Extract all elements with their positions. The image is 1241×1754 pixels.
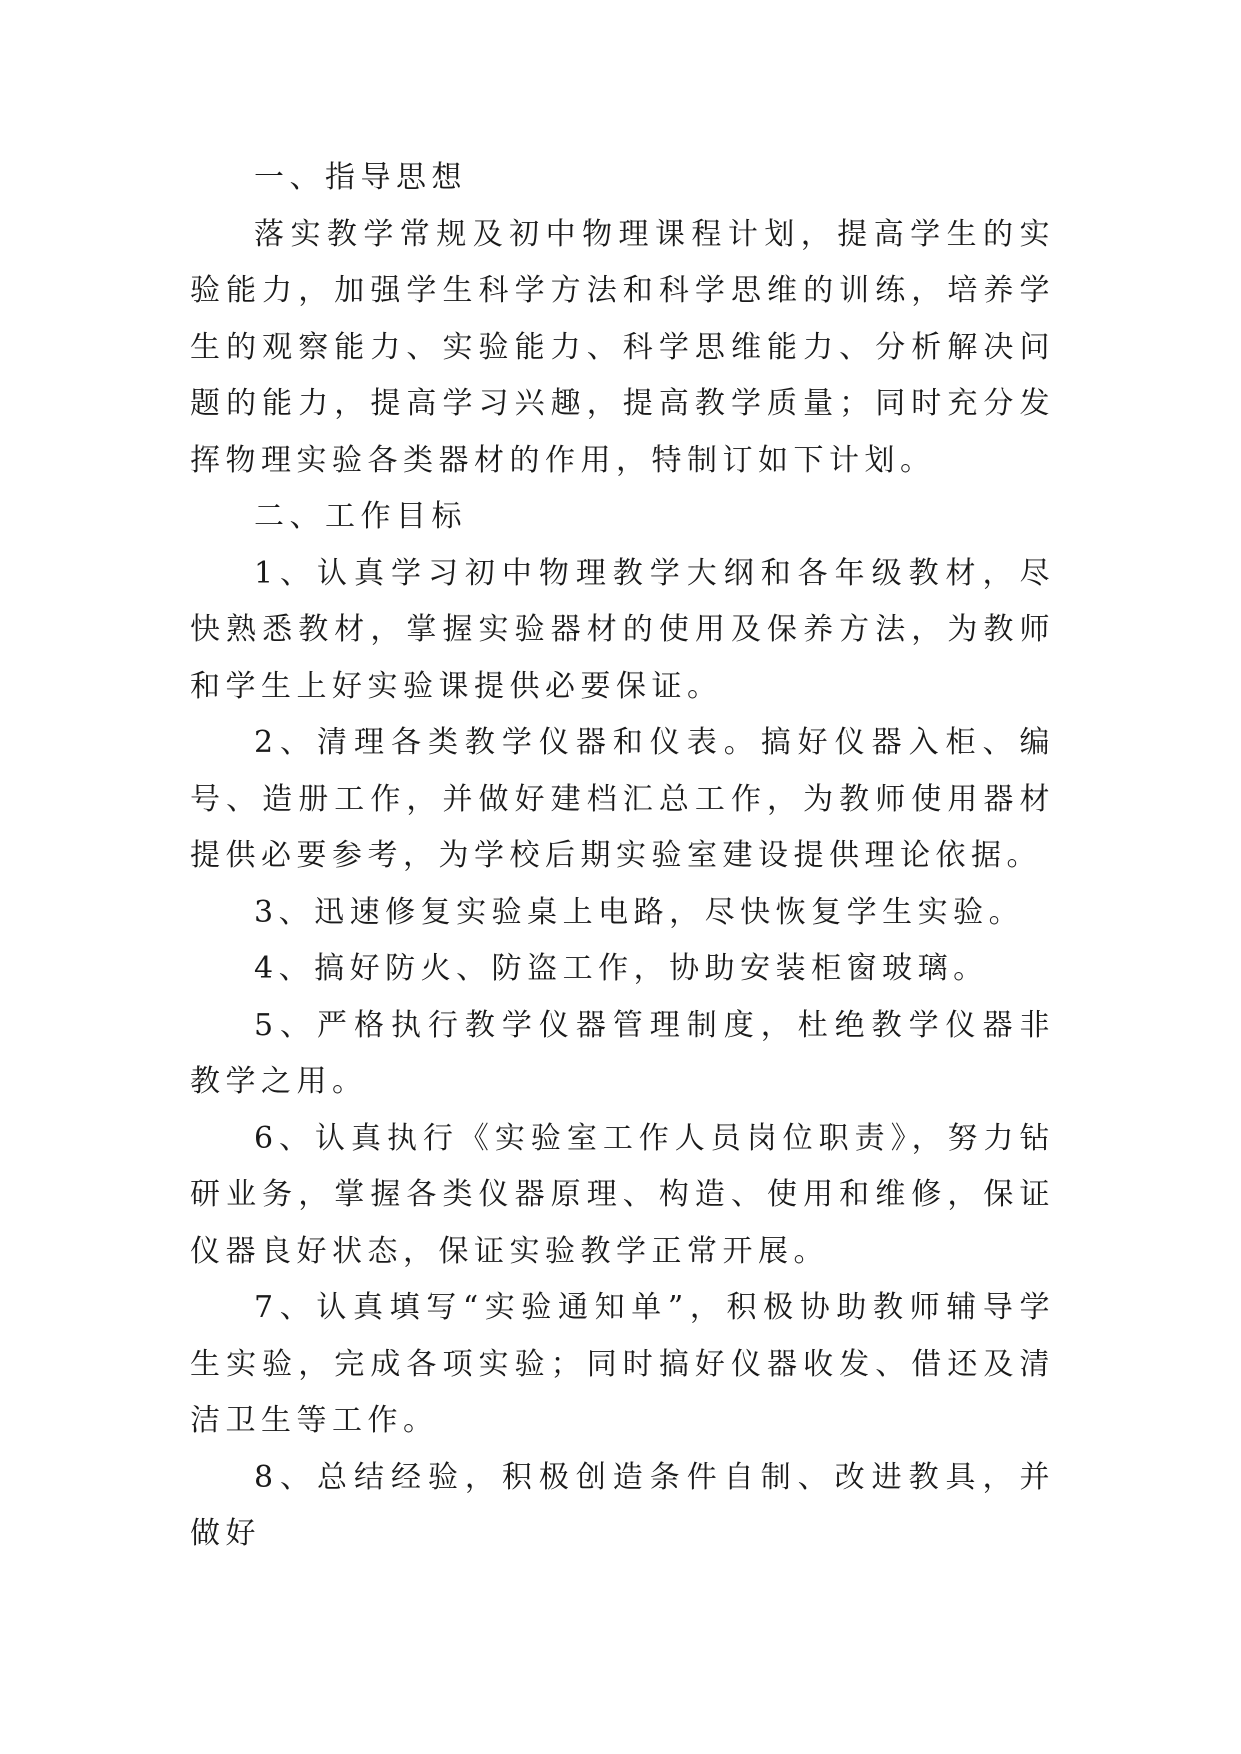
- goal-item-4: 4、搞好防火、防盗工作，协助安装柜窗玻璃。: [254, 951, 989, 986]
- section-heading-guiding-thought: 一、指导思想: [254, 160, 467, 195]
- goal-item-8: 8、总结经验，积极创造条件自制、改进教具，并做好: [190, 1459, 1055, 1551]
- goal-item-3: 3、迅速修复实验桌上电路，尽快恢复学生实验。: [254, 894, 1025, 930]
- goal-item-2: 2、清理各类教学仪器和仪表。搞好仪器入柜、编号、造册工作，并做好建档汇总工作，为教师使用器材提供必要参考，为学校后期实验室建设提供理论依据。: [190, 725, 1055, 873]
- section-heading-work-goals: 二、工作目标: [254, 499, 467, 534]
- goal-item-5: 5、严格执行教学仪器管理制度，杜绝教学仪器非教学之用。: [190, 1007, 1055, 1099]
- goal-item-7: 7、认真填写“实验通知单”，积极协助教师辅导学生实验，完成各项实验；同时搞好仪器收发、借还及清洁卫生等工作。: [190, 1290, 1055, 1438]
- goal-item-1: 1、认真学习初中物理教学大纲和各年级教材，尽快熟悉教材，掌握实验器材的使用及保养方法，为教师和学生上好实验课提供必要保证。: [190, 555, 1055, 704]
- goal-item-6: 6、认真执行《实验室工作人员岗位职责》，努力钻研业务，掌握各类仪器原理、构造、使用和维修，保证仪器良好状态，保证实验教学正常开展。: [190, 1120, 1055, 1269]
- paragraph-guiding-thought: 落实教学常规及初中物理课程计划，提高学生的实验能力，加强学生科学方法和科学思维的训练，培养学生的观察能力、实验能力、科学思维能力、分析解决问题的能力，提高学习兴趣，提高教学质量；同时充分发挥物理实验各类器材的作用，特制订如下计划。: [190, 216, 1055, 478]
- document-body: [190, 150, 1055, 1563]
